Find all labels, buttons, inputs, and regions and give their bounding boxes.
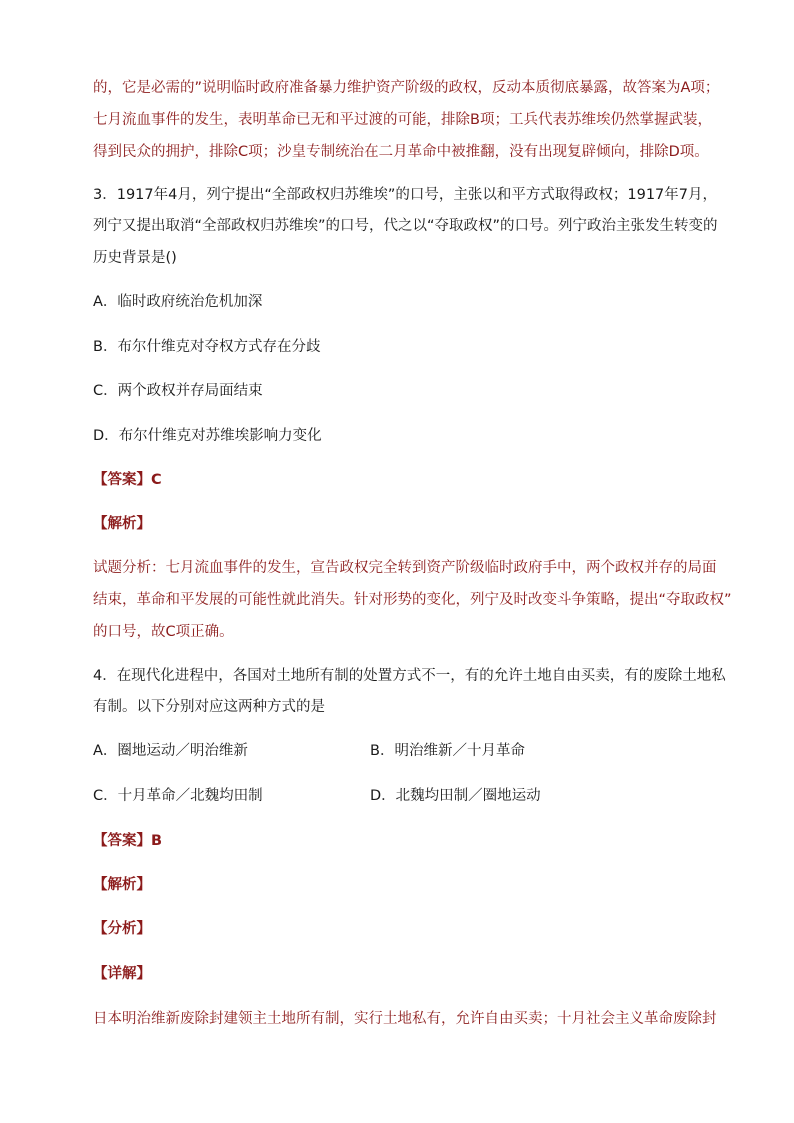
q3-option-d: D．布尔什维克对苏维埃影响力变化	[93, 428, 322, 444]
q4-detail-line-1: 日本明治维新废除封建领主土地所有制，实行土地私有，允许自由买卖；十月社会主义革命废除封	[93, 1011, 717, 1027]
q3-answer: 【答案】C	[93, 472, 162, 488]
q3-analysis-line-2: 结束，革命和平发展的可能性就此消失。针对形势的变化，列宁及时改变斗争策略，提出“夺取政权”	[93, 592, 732, 608]
prev-analysis-line-3: 得到民众的拥护，排除C项；沙皇专制统治在二月革命中被推翻，没有出现复辟倾向，排除D项。	[93, 144, 709, 160]
q4-answer: 【答案】B	[93, 833, 163, 849]
q4-option-c: C．十月革命／北魏均田制	[93, 788, 263, 804]
q4-stem-line-1: 4．在现代化进程中，各国对土地所有制的处置方式不一，有的允许土地自由买卖，有的废除土地私	[93, 668, 726, 684]
q3-stem-line-2: 列宁又提出取消“全部政权归苏维埃”的口号，代之以“夺取政权”的口号。列宁政治主张发生转变的	[93, 218, 718, 234]
q4-fenxi-label: 【分析】	[93, 921, 151, 937]
q3-analysis-label: 【解析】	[93, 516, 151, 532]
prev-analysis-line-2: 七月流血事件的发生，表明革命已无和平过渡的可能，排除B项；工兵代表苏维埃仍然掌握武装，	[93, 112, 712, 128]
q3-option-c: C．两个政权并存局面结束	[93, 383, 263, 399]
q3-analysis-line-1: 试题分析：七月流血事件的发生，宣告政权完全转到资产阶级临时政府手中，两个政权并存的局面	[93, 560, 717, 576]
q3-option-a: A．临时政府统治危机加深	[93, 294, 263, 310]
q4-analysis-label: 【解析】	[93, 877, 151, 893]
q4-stem-line-2: 有制。以下分别对应这两种方式的是	[93, 699, 325, 715]
prev-analysis-line-1: 的，它是必需的”说明临时政府准备暴力维护资产阶级的政权，反动本质彻底暴露，故答案为A项；	[93, 80, 720, 96]
q4-xiangjie-label: 【详解】	[93, 966, 151, 982]
q4-option-a: A．圈地运动／明治维新	[93, 743, 248, 759]
q3-stem-line-1: 3．1917年4月，列宁提出“全部政权归苏维埃”的口号，主张以和平方式取得政权；1917年7月，	[93, 187, 717, 203]
q4-option-b: B．明治维新／十月革命	[370, 743, 525, 759]
q4-option-d: D．北魏均田制／圈地运动	[370, 788, 541, 804]
q3-option-b: B．布尔什维克对夺权方式存在分歧	[93, 339, 321, 355]
q3-analysis-line-3: 的口号，故C项正确。	[93, 624, 234, 640]
q3-stem-line-3: 历史背景是()	[93, 250, 177, 266]
